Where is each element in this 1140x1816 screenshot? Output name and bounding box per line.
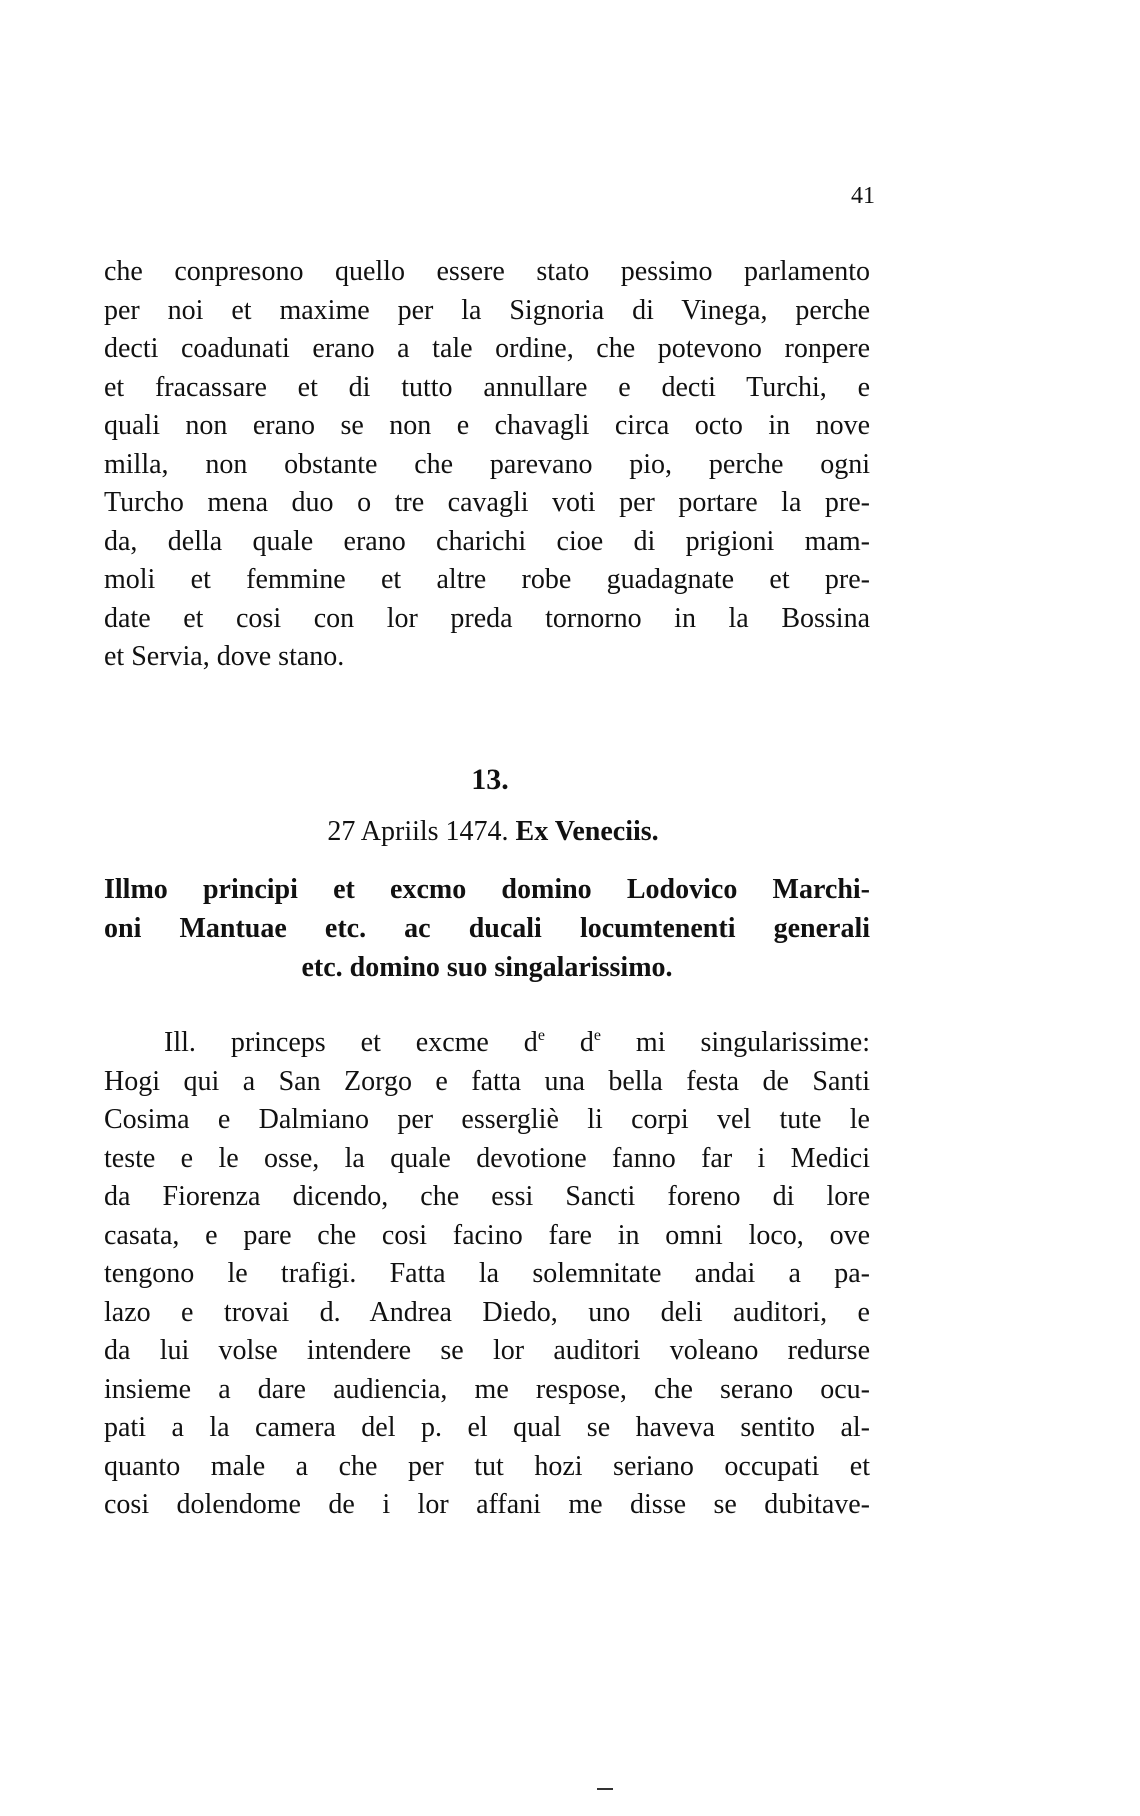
salutation-line bbox=[104, 1024, 870, 1063]
text-line: teste e le osse, la quale devotione fanno far i Medici bbox=[104, 1142, 870, 1174]
text-line: Hogi qui a San Zorgo e fatta una bella festa de Santi bbox=[104, 1065, 870, 1097]
paragraph-letter-body bbox=[104, 1024, 870, 1525]
text-line: pati a la camera del p. el qual se haveva sentito al- bbox=[104, 1412, 870, 1443]
letter-address bbox=[104, 870, 870, 987]
text-line: che conpresono quello essere stato pessimo parlamento bbox=[104, 256, 870, 287]
footer-dash bbox=[597, 1788, 613, 1790]
superscript: e bbox=[537, 1027, 545, 1044]
text-line: decti coadunati erano a tale ordine, che potevono ronpere bbox=[104, 333, 870, 364]
text-line: milla, non obstante che parevano pio, perche ogni bbox=[104, 448, 870, 480]
text-line: insieme a dare audiencia, me respose, che serano ocu- bbox=[104, 1373, 870, 1405]
address-line: etc. domino suo singalarissimo. bbox=[301, 952, 673, 983]
text-line: Turcho mena duo o tre cavagli voti per portare la pre- bbox=[104, 487, 870, 518]
salutation-text: d bbox=[544, 1027, 594, 1058]
text-line: quali non erano se non e chavagli circa octo in nove bbox=[104, 410, 870, 441]
text-line: da lui volse intendere se lor auditori voleano redurse bbox=[104, 1335, 870, 1366]
superscript: e bbox=[593, 1027, 601, 1044]
text-line: date et cosi con lor preda tornorno in la Bossina bbox=[104, 602, 870, 634]
document-number: 13. bbox=[471, 763, 509, 796]
text-line: per noi et maxime per la Signoria di Vinega, perche bbox=[104, 294, 870, 326]
text-line: quanto male a che per tut hozi seriano occupati et bbox=[104, 1450, 870, 1482]
text-line: cosi dolendome de i lor affani me disse se dubitave- bbox=[104, 1489, 870, 1520]
text-line: et fracassare et di tutto annullare e decti Turchi, e bbox=[104, 371, 870, 403]
salutation-text: Ill. princeps et excme d bbox=[164, 1027, 538, 1058]
letter-place: Ex Veneciis. bbox=[515, 816, 659, 847]
text-line: tengono le trafigi. Fatta la solemnitate andai a pa- bbox=[104, 1258, 870, 1289]
address-line: Illmo principi et excmo domino Lodovico Marchi- bbox=[104, 874, 870, 905]
text-line: da Fiorenza dicendo, che essi Sancti foreno di lore bbox=[104, 1181, 870, 1212]
text-line: casata, e pare che cosi facino fare in omni loco, ove bbox=[104, 1219, 870, 1251]
text-line: lazo e trovai d. Andrea Diedo, uno deli auditori, e bbox=[104, 1296, 870, 1328]
salutation-text: mi singularissime: bbox=[600, 1027, 870, 1058]
text-line: da, della quale erano charichi cioe di prigioni mam- bbox=[104, 525, 870, 557]
text-line: et Servia, dove stano. bbox=[104, 641, 345, 672]
text-line: moli et femmine et altre robe guadagnate et pre- bbox=[104, 564, 870, 595]
address-line: oni Mantuae etc. ac ducali locumtenenti generali bbox=[104, 913, 870, 944]
text-line: Cosima e Dalmiano per essergliè li corpi vel tute le bbox=[104, 1104, 870, 1135]
page-number: 41 bbox=[851, 183, 875, 209]
paragraph-letter-end bbox=[104, 253, 870, 677]
dateline bbox=[0, 814, 986, 850]
letter-date: 27 Apriils 1474. bbox=[327, 816, 509, 847]
